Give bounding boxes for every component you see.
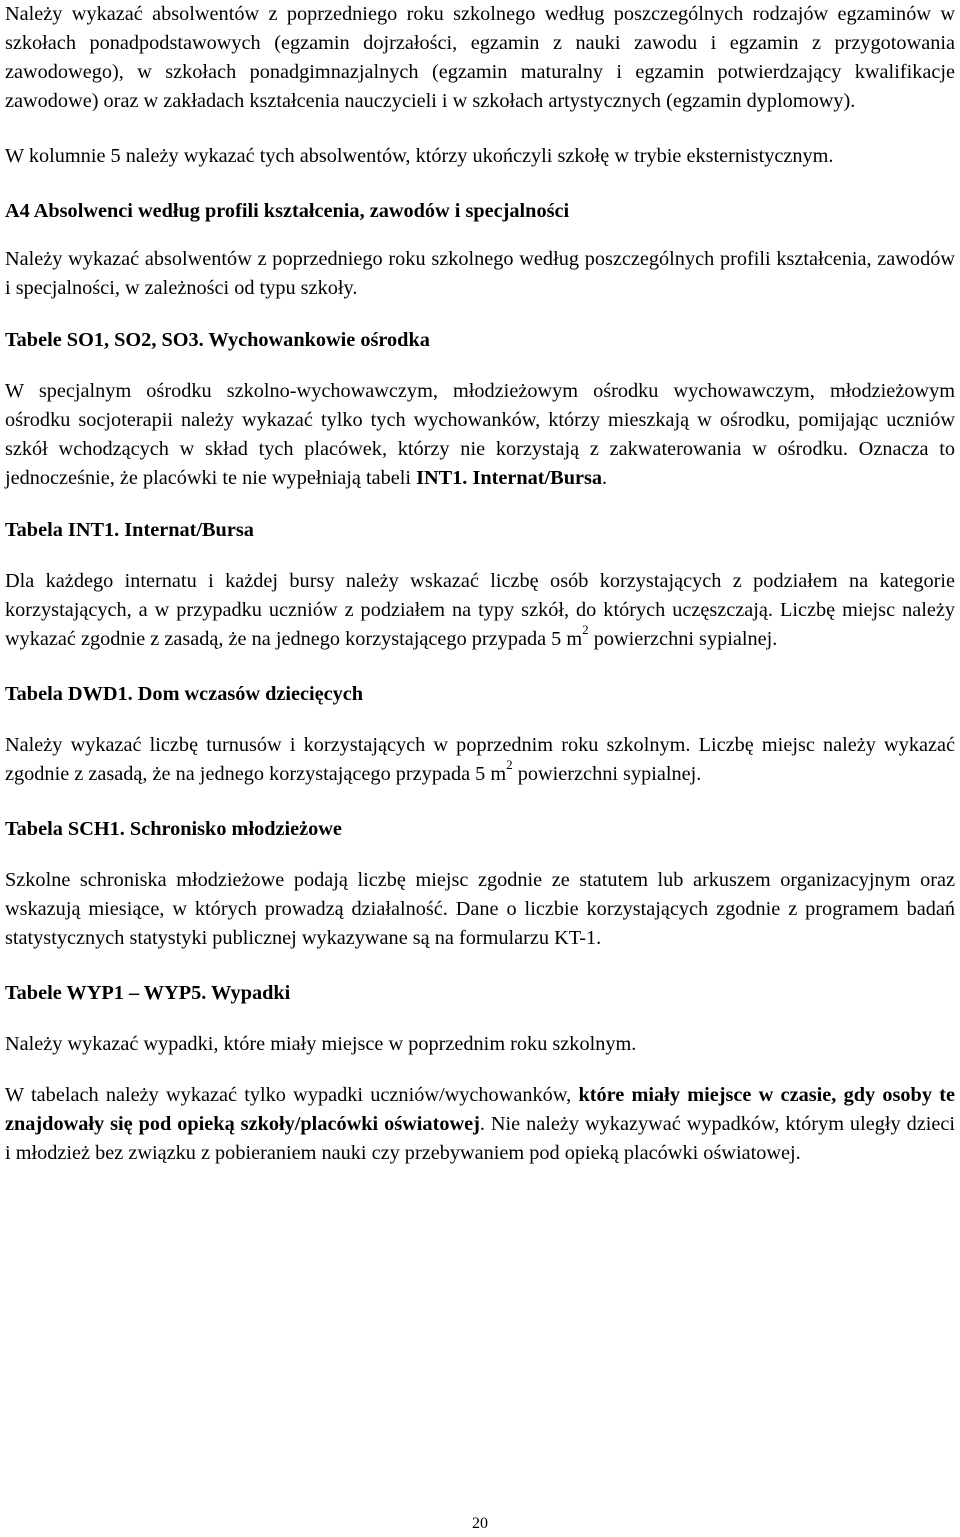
paragraph-int1-sup: 2 (582, 622, 589, 638)
paragraph-int1-text: Dla każdego internatu i każdej bursy należy wskazać liczbę osób korzystających z podziałem na kategorie korzystających, a w przypadku uczniów z podziałem na typy szkół, do których uczęszczają. Liczbę miejsc należy wykazać zgodnie z zasadą, że na jednego korzystającego przypada 5 m (5, 570, 955, 650)
paragraph-sch1-body: Szkolne schroniska młodzieżowe podają liczbę miejsc zgodnie ze statutem lub arkuszem organizacyjnym oraz wskazują miesiące, w których prowadzą działalność. Dane o liczbie korzystających zgodnie z programem badań statystycznych statystyki publicznej wykazywane są na formularzu KT-1. (5, 869, 955, 949)
heading-wyp: Tabele WYP1 – WYP5. Wypadki (5, 982, 291, 1004)
paragraph-dwd1-text: Należy wykazać liczbę turnusów i korzystających w poprzednim roku szkolnym. Liczbę miejsc należy wykazać zgodnie z zasadą, że na jednego korzystającego przypada 5 m (5, 734, 955, 785)
paragraph-so-body (5, 377, 955, 493)
page-number: 20 (472, 1515, 488, 1532)
heading-so: Tabele SO1, SO2, SO3. Wychowankowie ośrodka (5, 329, 430, 351)
heading-a4: A4 Absolwenci według profili kształcenia, zawodów i specjalności (5, 200, 570, 222)
paragraph-so-end: . (602, 467, 608, 489)
paragraph-so-bold-ref: INT1. Internat/Bursa (416, 467, 603, 489)
heading-sch1: Tabela SCH1. Schronisko młodzieżowe (5, 818, 342, 840)
paragraph-dwd1-body (5, 731, 955, 789)
paragraph-int1-end: powierzchni sypialnej. (588, 628, 778, 650)
paragraph-kolumna-5: W kolumnie 5 należy wykazać tych absolwentów, którzy ukończyli szkołę w trybie eksternistycznym. (5, 145, 834, 167)
paragraph-wyp-end: . Nie należy wykazywać wypadków, którym uległy dzieci i młodzież bez związku z pobieraniem nauki czy przebywaniem pod opieką placówki oświatowej. (5, 1113, 955, 1164)
paragraph-so-text: W specjalnym ośrodku szkolno-wychowawczym, młodzieżowym ośrodku wychowawczym, młodzieżowym ośrodku socjoterapii należy wykazać tylko tych wychowanków, którzy mieszkają w ośrodku, pomijając uczniów szkół wchodzących w skład tych placówek, którzy nie korzystają z zakwaterowania w ośrodku. Oznacza to jednocześnie, że placówki te nie wypełniają tabeli (5, 380, 955, 489)
heading-int1: Tabela INT1. Internat/Bursa (5, 519, 254, 541)
paragraph-int1-body (5, 567, 955, 654)
paragraph-dwd1-end: powierzchni sypialnej. (512, 763, 702, 785)
paragraph-absolwenci-egzaminy: Należy wykazać absolwentów z poprzedniego roku szkolnego według poszczególnych rodzajów egzaminów w szkołach ponadpodstawowych (egzamin dojrzałości, egzamin z nauki zawodu i egzamin z przygotowania zawodowego), w szkołach ponadgimnazjalnych (egzamin maturalny i egzamin potwierdzający kwalifikacje zawodowe) oraz w zakładach kształcenia nauczycieli i w szkołach artystycznych (egzamin dyplomowy). (5, 3, 955, 112)
paragraph-dwd1-sup: 2 (506, 757, 513, 773)
paragraph-wyp-body (5, 1081, 955, 1168)
paragraph-wyp-bold: które miały miejsce w czasie, gdy osoby te znajdowały się pod opieką szkoły/placówki oświatowej (5, 1084, 955, 1135)
document-page (5, 0, 955, 1168)
paragraph-wyp-text: W tabelach należy wykazać tylko wypadki uczniów/wychowanków, (5, 1084, 579, 1106)
paragraph-a4-body: Należy wykazać absolwentów z poprzedniego roku szkolnego według poszczególnych profili kształcenia, zawodów i specjalności, w zależności od typu szkoły. (5, 248, 955, 299)
heading-dwd1: Tabela DWD1. Dom wczasów dziecięcych (5, 683, 364, 705)
paragraph-wyp-intro: Należy wykazać wypadki, które miały miejsce w poprzednim roku szkolnym. (5, 1033, 637, 1055)
